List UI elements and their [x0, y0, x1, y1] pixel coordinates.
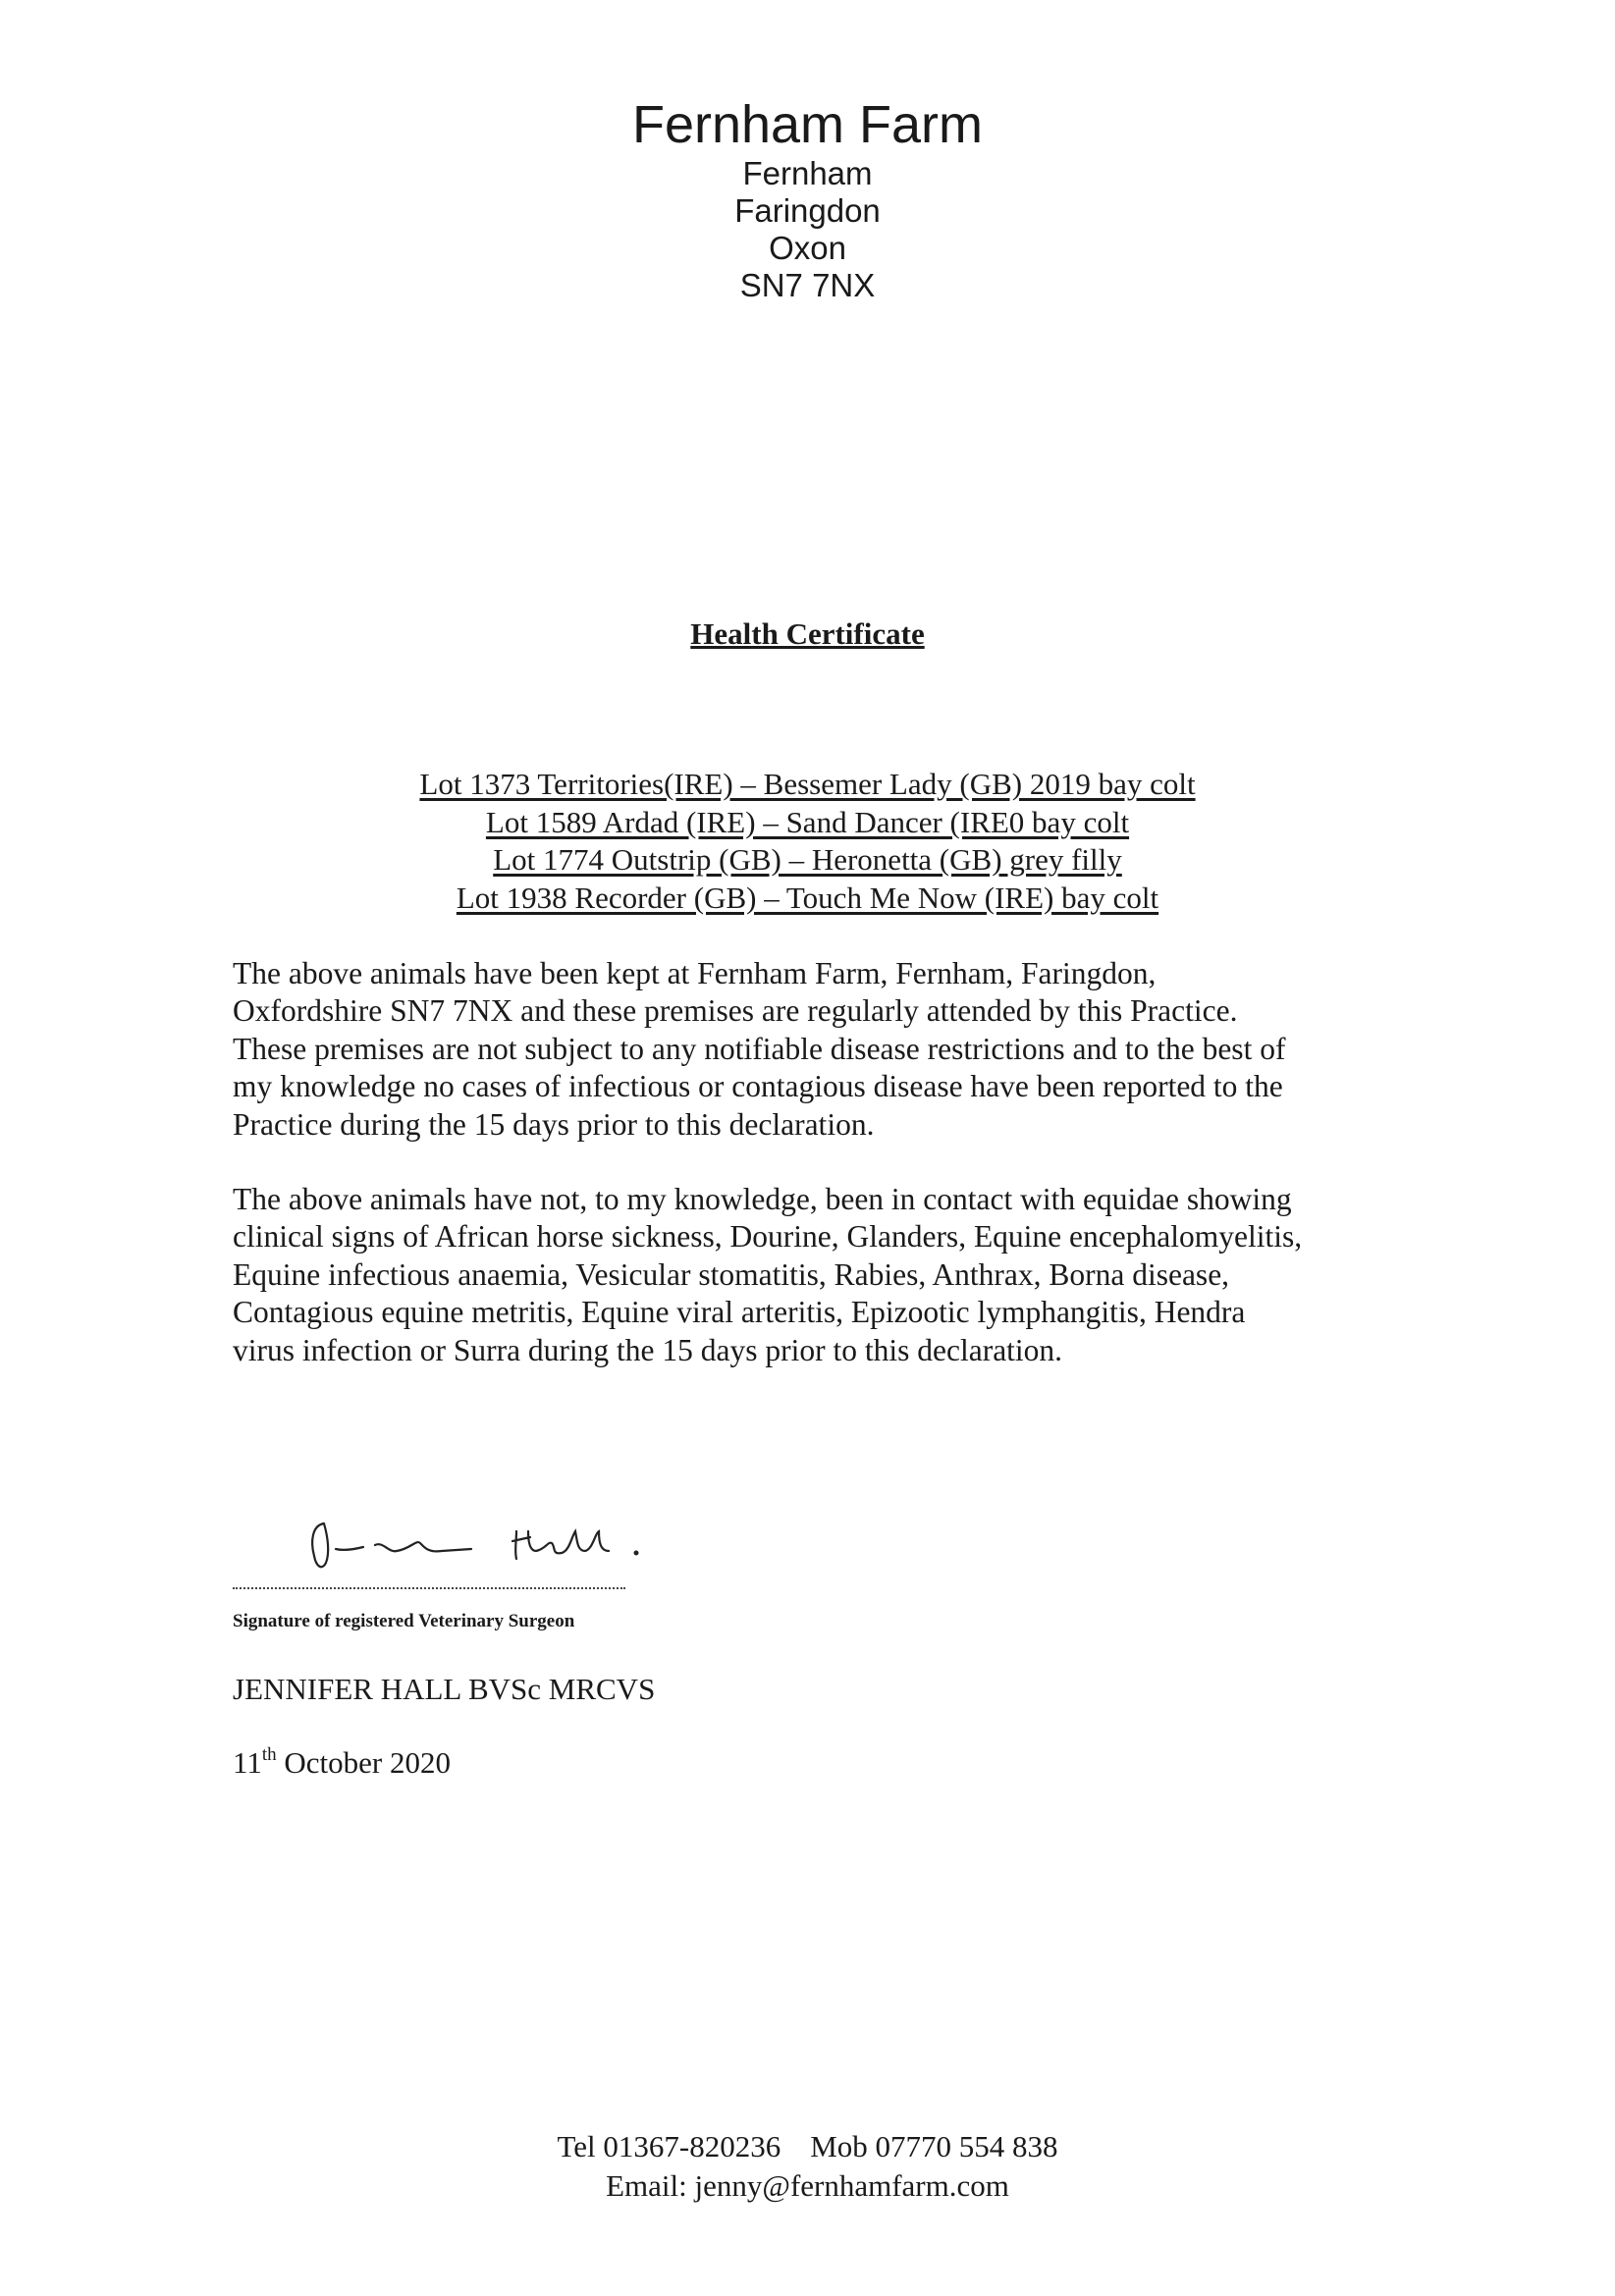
premises-declaration-paragraph: [233, 955, 1391, 1144]
address-line-town: Faringdon: [734, 192, 881, 229]
paragraph-line: virus infection or Surra during the 15 days prior to this declaration.: [233, 1332, 1063, 1367]
veterinarian-name: JENNIFER HALL BVSc MRCVS: [233, 1672, 656, 1706]
paragraph-line: These premises are not subject to any notifiable disease restrictions and to the best of: [233, 1031, 1286, 1066]
handwritten-signature: [295, 1502, 668, 1580]
date-day: 11: [233, 1745, 262, 1780]
email-label: Email:: [606, 2168, 687, 2203]
certificate-date: [233, 1745, 451, 1781]
lot-item: Lot 1373 Territories(IRE) – Bessemer Lady (GB) 2019 bay colt: [419, 767, 1196, 801]
email-address[interactable]: jenny@fernhamfarm.com: [694, 2168, 1009, 2203]
email-line: [0, 2166, 1615, 2206]
mob-label: Mob: [810, 2129, 868, 2163]
lot-item: Lot 1589 Ardad (IRE) – Sand Dancer (IRE0 bay colt: [485, 804, 1130, 839]
paragraph-line: Equine infectious anaemia, Vesicular stomatitis, Rabies, Anthrax, Borna disease,: [233, 1256, 1230, 1292]
address-line-county: Oxon: [769, 230, 846, 266]
mob-number: 07770 554 838: [875, 2129, 1058, 2163]
letterhead: [0, 94, 1615, 304]
lot-list: [0, 766, 1615, 917]
address-line-village: Fernham: [742, 155, 873, 191]
phone-line: [0, 2127, 1615, 2166]
date-month-year: October 2020: [276, 1745, 451, 1780]
lot-item: Lot 1938 Recorder (GB) – Touch Me Now (IRE) bay colt: [456, 880, 1159, 915]
contact-declaration-paragraph: [233, 1181, 1391, 1369]
signature-line: [233, 1587, 625, 1589]
paragraph-line: clinical signs of African horse sickness, Dourine, Glanders, Equine encephalomyelitis,: [233, 1219, 1303, 1255]
paragraph-line: my knowledge no cases of infectious or contagious disease have been reported to the: [233, 1069, 1283, 1104]
contact-footer: [0, 2127, 1615, 2206]
tel-label: Tel: [557, 2129, 596, 2163]
date-suffix: th: [261, 1744, 277, 1765]
tel-number: 01367-820236: [603, 2129, 781, 2163]
paragraph-line: Contagious equine metritis, Equine viral arteritis, Epizootic lymphangitis, Hendra: [233, 1295, 1246, 1330]
certificate-title: Health Certificate: [690, 616, 925, 651]
paragraph-line: The above animals have been kept at Fernham Farm, Fernham, Faringdon,: [233, 956, 1157, 990]
paragraph-line: The above animals have not, to my knowledge, been in contact with equidae showing: [233, 1182, 1292, 1216]
farm-name: Fernham Farm: [631, 95, 984, 154]
paragraph-line: Practice during the 15 days prior to this declaration.: [233, 1106, 875, 1142]
address-line-postcode: SN7 7NX: [739, 267, 876, 303]
paragraph-line: Oxfordshire SN7 7NX and these premises are regularly attended by this Practice.: [233, 993, 1238, 1029]
signature-caption: Signature of registered Veterinary Surgeon: [233, 1611, 575, 1631]
lot-item: Lot 1774 Outstrip (GB) – Heronetta (GB) grey filly: [493, 842, 1122, 877]
